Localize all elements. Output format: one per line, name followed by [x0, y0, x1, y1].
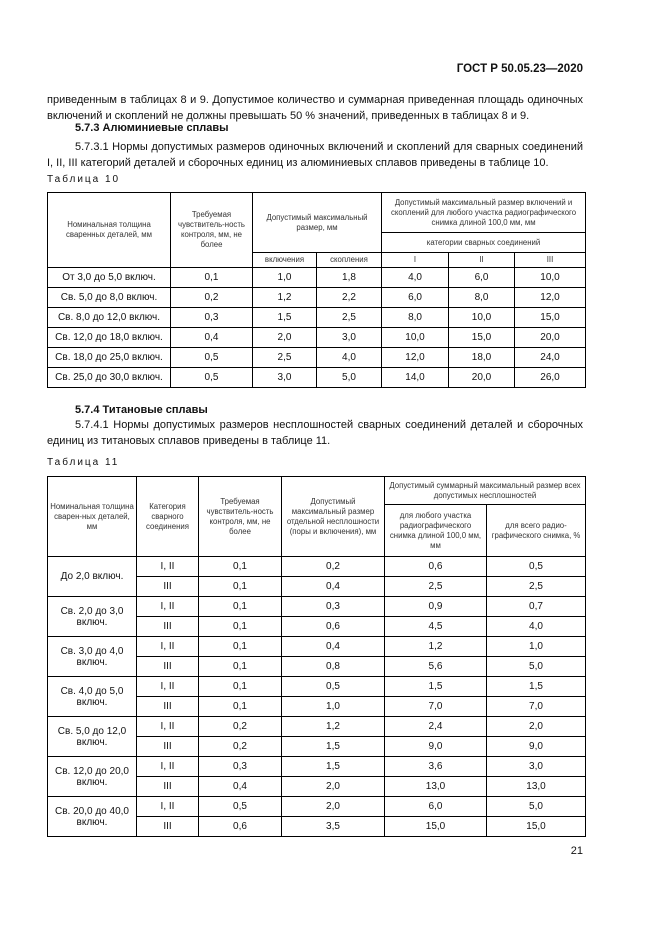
value-cell: 2,0 [282, 797, 385, 817]
col-header-categories: категории сварных соединений [382, 233, 586, 253]
value-cell: 10,0 [515, 268, 586, 288]
col-header-max-single: Допустимый максимальный размер отдельной несплошности (поры и включения), мм [282, 477, 385, 557]
value-cell: 2,4 [385, 717, 487, 737]
value-cell: 14,0 [382, 368, 449, 388]
table-11-caption: Таблица 11 [47, 457, 120, 468]
table-row [48, 328, 586, 348]
value-cell: 0,4 [282, 577, 385, 597]
value-cell: 1,5 [282, 737, 385, 757]
thickness-cell: Св. 25,0 до 30,0 включ. [48, 368, 171, 388]
value-cell: 1,2 [385, 637, 487, 657]
table-row [48, 368, 586, 388]
col-header-cat-2: II [449, 253, 515, 268]
section-5-7-4-title: 5.7.4 Титановые сплавы [75, 404, 208, 416]
page-number: 21 [570, 845, 583, 857]
value-cell: 12,0 [515, 288, 586, 308]
table-row [48, 797, 586, 817]
value-cell: 3,5 [282, 817, 385, 837]
value-cell: 0,5 [199, 797, 282, 817]
value-cell: 12,0 [382, 348, 449, 368]
col-header-thickness: Номинальная толщина сваренных деталей, мм [48, 193, 171, 268]
table-row [48, 637, 586, 657]
value-cell: 7,0 [385, 697, 487, 717]
col-header-per-100mm: для любого участка радиографического снимка длиной 100,0 мм, мм [385, 505, 487, 557]
category-cell: III [137, 817, 199, 837]
thickness-cell: Св. 5,0 до 8,0 включ. [48, 288, 171, 308]
thickness-cell: Св. 18,0 до 25,0 включ. [48, 348, 171, 368]
value-cell: 5,0 [487, 657, 586, 677]
value-cell: 3,6 [385, 757, 487, 777]
category-cell: III [137, 577, 199, 597]
col-header-max-size: Допустимый максимальный размер, мм [253, 193, 382, 253]
category-cell: I, II [137, 557, 199, 577]
value-cell: 3,0 [487, 757, 586, 777]
col-header-cat-1: I [382, 253, 449, 268]
value-cell: 4,0 [317, 348, 382, 368]
col-header-category: Категория сварного соединения [137, 477, 199, 557]
col-header-cat-3: III [515, 253, 586, 268]
table-row [48, 597, 586, 617]
col-header-whole-film: для всего радио-графического снимка, % [487, 505, 586, 557]
value-cell: 3,0 [253, 368, 317, 388]
value-cell: 0,1 [199, 577, 282, 597]
table-row [48, 288, 586, 308]
table-row [48, 757, 586, 777]
value-cell: 15,0 [449, 328, 515, 348]
value-cell: 6,0 [385, 797, 487, 817]
value-cell: 0,3 [171, 308, 253, 328]
intro-paragraph: приведенным в таблицах 8 и 9. Допустимое количество и суммарная приведенная площадь одиночных включений и скоплений не должны превышать 50 % значений, приведенных в таблицах 8 и 9. [47, 94, 583, 122]
value-cell: 2,0 [487, 717, 586, 737]
value-cell: 9,0 [385, 737, 487, 757]
section-5-7-4-paragraph: 5.7.4.1 Нормы допустимых размеров несплошностей сварных соединений деталей и сборочных единиц из титановых сплавов приведены в таблице 11. [47, 419, 583, 447]
value-cell: 26,0 [515, 368, 586, 388]
table-row [48, 348, 586, 368]
value-cell: 0,5 [171, 368, 253, 388]
col-header-sensitivity: Требуемая чувствитель-ность контроля, мм, не более [199, 477, 282, 557]
value-cell: 0,1 [199, 677, 282, 697]
thickness-cell: Св. 8,0 до 12,0 включ. [48, 308, 171, 328]
section-5-7-3-paragraph: 5.7.3.1 Нормы допустимых размеров одиночных включений и скоплений для сварных соединений I, II, III категорий деталей и сборочных единиц из алюминиевых сплавов приведены в таблице 10. [47, 141, 583, 169]
table-row [48, 557, 586, 577]
col-header-total-size: Допустимый максимальный размер включений и скоплений для любого участка радиографического снимка длиной 100,0 мм, мм [382, 193, 586, 233]
section-5-7-3-title: 5.7.3 Алюминиевые сплавы [75, 122, 229, 134]
thickness-cell: Св. 12,0 до 18,0 включ. [48, 328, 171, 348]
value-cell: 0,2 [199, 717, 282, 737]
value-cell: 0,6 [199, 817, 282, 837]
value-cell: 1,2 [253, 288, 317, 308]
document-code: ГОСТ Р 50.05.23—2020 [456, 63, 583, 75]
thickness-cell: Св. 3,0 до 4,0 включ. [48, 637, 137, 677]
value-cell: 0,3 [199, 757, 282, 777]
value-cell: 8,0 [449, 288, 515, 308]
category-cell: III [137, 657, 199, 677]
category-cell: I, II [137, 637, 199, 657]
value-cell: 2,0 [282, 777, 385, 797]
value-cell: 0,7 [487, 597, 586, 617]
value-cell: 1,5 [253, 308, 317, 328]
col-header-cluster: скопления [317, 253, 382, 268]
value-cell: 13,0 [385, 777, 487, 797]
value-cell: 9,0 [487, 737, 586, 757]
value-cell: 0,1 [199, 697, 282, 717]
value-cell: 0,4 [171, 328, 253, 348]
value-cell: 0,4 [282, 637, 385, 657]
value-cell: 0,6 [385, 557, 487, 577]
table-row [48, 268, 586, 288]
value-cell: 10,0 [449, 308, 515, 328]
thickness-cell: От 3,0 до 5,0 включ. [48, 268, 171, 288]
table-row [48, 677, 586, 697]
value-cell: 8,0 [382, 308, 449, 328]
table-row [48, 717, 586, 737]
value-cell: 5,0 [487, 797, 586, 817]
value-cell: 20,0 [449, 368, 515, 388]
category-cell: III [137, 737, 199, 757]
value-cell: 0,4 [199, 777, 282, 797]
value-cell: 0,1 [199, 657, 282, 677]
value-cell: 0,6 [282, 617, 385, 637]
value-cell: 2,2 [317, 288, 382, 308]
value-cell: 0,1 [199, 597, 282, 617]
value-cell: 1,5 [385, 677, 487, 697]
thickness-cell: Св. 20,0 до 40,0 включ. [48, 797, 137, 837]
value-cell: 0,1 [199, 617, 282, 637]
value-cell: 1,0 [487, 637, 586, 657]
thickness-cell: Св. 2,0 до 3,0 включ. [48, 597, 137, 637]
value-cell: 0,8 [282, 657, 385, 677]
category-cell: I, II [137, 677, 199, 697]
col-header-total: Допустимый суммарный максимальный размер всех допустимых несплошностей [385, 477, 586, 505]
value-cell: 0,5 [171, 348, 253, 368]
value-cell: 0,9 [385, 597, 487, 617]
category-cell: III [137, 697, 199, 717]
table-11 [47, 476, 586, 837]
value-cell: 2,0 [253, 328, 317, 348]
value-cell: 2,5 [385, 577, 487, 597]
value-cell: 5,0 [317, 368, 382, 388]
value-cell: 7,0 [487, 697, 586, 717]
value-cell: 2,5 [253, 348, 317, 368]
value-cell: 1,5 [282, 757, 385, 777]
table-row [48, 308, 586, 328]
value-cell: 15,0 [515, 308, 586, 328]
thickness-cell: Св. 4,0 до 5,0 включ. [48, 677, 137, 717]
value-cell: 0,5 [282, 677, 385, 697]
value-cell: 0,2 [171, 288, 253, 308]
value-cell: 13,0 [487, 777, 586, 797]
value-cell: 15,0 [487, 817, 586, 837]
table-10-caption: Таблица 10 [47, 174, 121, 185]
value-cell: 1,8 [317, 268, 382, 288]
category-cell: I, II [137, 717, 199, 737]
category-cell: III [137, 777, 199, 797]
thickness-cell: Св. 5,0 до 12,0 включ. [48, 717, 137, 757]
category-cell: I, II [137, 597, 199, 617]
thickness-cell: Св. 12,0 до 20,0 включ. [48, 757, 137, 797]
value-cell: 0,3 [282, 597, 385, 617]
value-cell: 1,2 [282, 717, 385, 737]
value-cell: 15,0 [385, 817, 487, 837]
category-cell: III [137, 617, 199, 637]
table-10 [47, 192, 586, 388]
value-cell: 24,0 [515, 348, 586, 368]
value-cell: 4,5 [385, 617, 487, 637]
col-header-thickness: Номинальная толщина сварен-ных деталей, мм [48, 477, 137, 557]
thickness-cell: До 2,0 включ. [48, 557, 137, 597]
value-cell: 1,0 [253, 268, 317, 288]
value-cell: 1,0 [282, 697, 385, 717]
value-cell: 6,0 [382, 288, 449, 308]
value-cell: 0,2 [199, 737, 282, 757]
value-cell: 0,1 [199, 637, 282, 657]
value-cell: 4,0 [382, 268, 449, 288]
value-cell: 4,0 [487, 617, 586, 637]
value-cell: 20,0 [515, 328, 586, 348]
category-cell: I, II [137, 757, 199, 777]
value-cell: 2,5 [487, 577, 586, 597]
value-cell: 0,2 [282, 557, 385, 577]
value-cell: 3,0 [317, 328, 382, 348]
col-header-inclusion: включения [253, 253, 317, 268]
value-cell: 5,6 [385, 657, 487, 677]
value-cell: 2,5 [317, 308, 382, 328]
value-cell: 1,5 [487, 677, 586, 697]
value-cell: 0,1 [171, 268, 253, 288]
value-cell: 6,0 [449, 268, 515, 288]
category-cell: I, II [137, 797, 199, 817]
value-cell: 0,1 [199, 557, 282, 577]
value-cell: 10,0 [382, 328, 449, 348]
value-cell: 0,5 [487, 557, 586, 577]
value-cell: 18,0 [449, 348, 515, 368]
col-header-sensitivity: Требуемая чувствитель-ность контроля, мм, не более [171, 193, 253, 268]
